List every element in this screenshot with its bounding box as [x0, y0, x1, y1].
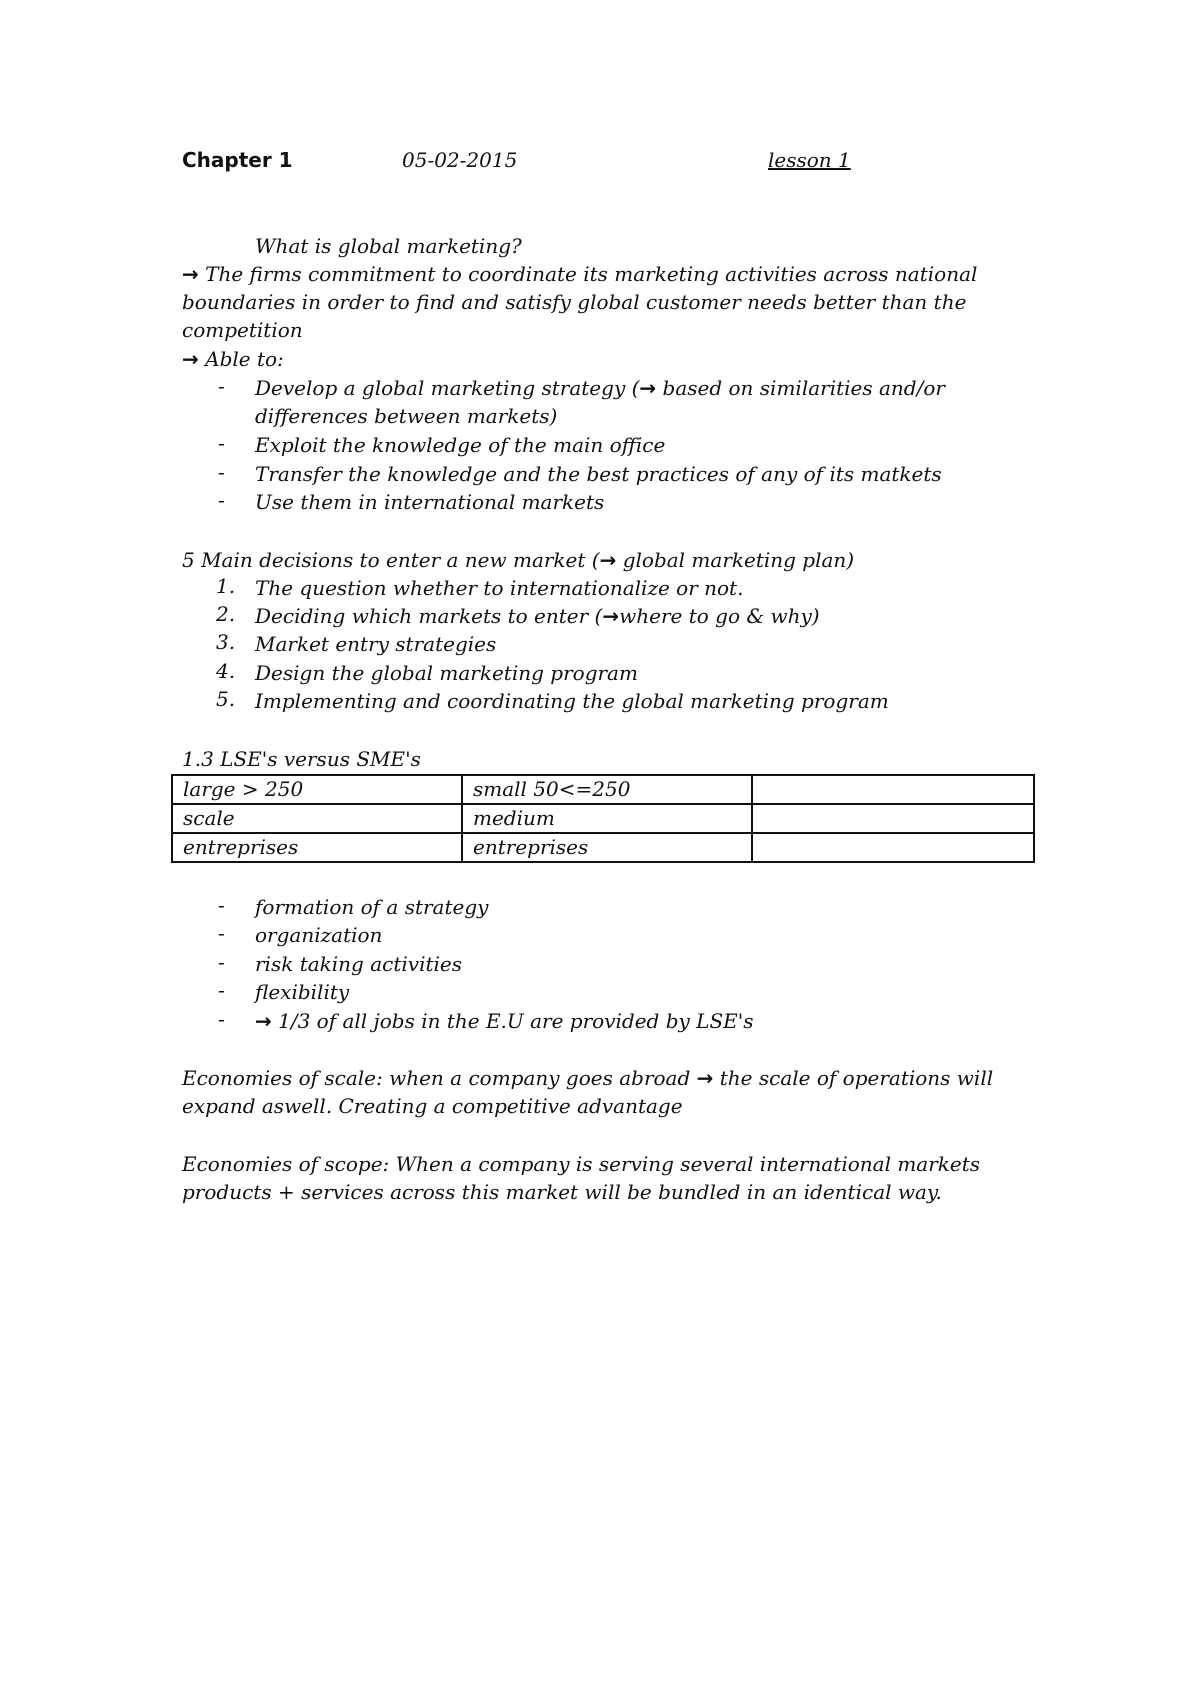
- list-item: [0, 602, 1200, 630]
- lesson-date: 05-02-2015: [402, 148, 518, 172]
- dash-bullet: -: [218, 921, 225, 945]
- dash-bullet: -: [218, 978, 225, 1002]
- bullet-text: organization: [255, 923, 383, 947]
- definition-line-3: competition: [182, 318, 303, 342]
- table-cell: scale: [172, 804, 462, 833]
- definition-line-1: [182, 260, 977, 288]
- economies-scale-text: Economies of scale: when a company goes abroad: [182, 1066, 691, 1090]
- table-cell: medium: [462, 804, 752, 833]
- lesson-label: lesson 1: [768, 148, 851, 172]
- bullet-text: based on similarities and/or: [662, 376, 945, 400]
- table-row: [172, 833, 1034, 862]
- list-item-continuation: [0, 402, 1200, 430]
- table-cell: entreprises: [172, 833, 462, 862]
- list-item: [0, 574, 1200, 602]
- table-cell: large > 250: [172, 775, 462, 804]
- list-item: [0, 488, 1200, 516]
- arrow-icon: →: [182, 262, 199, 286]
- item-text: Market entry strategies: [255, 632, 497, 656]
- item-text: The question whether to internationalize or not.: [255, 576, 744, 600]
- arrow-icon: →: [602, 604, 620, 628]
- lse-sme-table: [171, 774, 1035, 863]
- decisions-title-text: global marketing plan): [622, 548, 855, 572]
- item-text: Deciding which markets to enter (: [255, 604, 603, 628]
- list-item: [0, 687, 1200, 715]
- economies-scale-line-1: [182, 1064, 993, 1092]
- definition-text-1: The firms commitment to coordinate its marketing activities across national: [205, 262, 978, 286]
- table-cell: [752, 804, 1034, 833]
- bullet-text: Use them in international markets: [255, 490, 605, 514]
- arrow-icon: →: [639, 376, 657, 400]
- dash-bullet: -: [218, 460, 225, 484]
- arrow-icon: →: [255, 1009, 272, 1033]
- table-row: [172, 775, 1034, 804]
- table-cell: entreprises: [462, 833, 752, 862]
- list-item: [0, 978, 1200, 1006]
- table-row: [172, 804, 1034, 833]
- list-item: [0, 374, 1200, 402]
- economies-scope-line-1: Economies of scope: When a company is serving several international markets: [182, 1152, 981, 1176]
- table-cell: small 50<=250: [462, 775, 752, 804]
- definition-line-2: boundaries in order to find and satisfy global customer needs better than the: [182, 290, 967, 314]
- table-cell: [752, 833, 1034, 862]
- arrow-icon: →: [599, 548, 617, 572]
- dash-bullet: -: [218, 1007, 225, 1031]
- chapter-title: Chapter 1: [182, 148, 293, 172]
- dash-bullet: -: [218, 431, 225, 455]
- economies-scale-line-2: expand aswell. Creating a competitive advantage: [182, 1094, 683, 1118]
- list-item: [0, 659, 1200, 687]
- intro-question: What is global marketing?: [255, 234, 522, 258]
- economies-scope-line-2: products + services across this market will be bundled in an identical way.: [182, 1180, 942, 1204]
- able-to-text: Able to:: [205, 347, 284, 371]
- dash-bullet: -: [218, 893, 225, 917]
- lse-section-title: 1.3 LSE's versus SME's: [182, 747, 421, 771]
- item-number: 5.: [216, 687, 236, 711]
- dash-bullet: -: [218, 950, 225, 974]
- bullet-text: risk taking activities: [255, 952, 463, 976]
- item-number: 2.: [216, 602, 236, 626]
- item-text: Implementing and coordinating the global marketing program: [255, 689, 889, 713]
- list-item: [0, 630, 1200, 658]
- arrow-icon: →: [182, 347, 199, 371]
- bullet-text: flexibility: [255, 980, 350, 1004]
- dash-bullet: -: [218, 374, 225, 398]
- item-number: 4.: [216, 659, 236, 683]
- table-cell: [752, 775, 1034, 804]
- bullet-text: Develop a global marketing strategy (: [255, 376, 640, 400]
- list-item: [0, 431, 1200, 459]
- list-item: [0, 950, 1200, 978]
- item-text: where to go & why): [619, 604, 820, 628]
- able-to-line: [182, 345, 284, 373]
- economies-scale-text: the scale of operations will: [719, 1066, 994, 1090]
- arrow-icon: →: [696, 1066, 714, 1090]
- decisions-title-text: 5 Main decisions to enter a new market (: [182, 548, 600, 572]
- bullet-text: 1/3 of all jobs in the E.U are provided by LSE's: [278, 1009, 754, 1033]
- bullet-text: Transfer the knowledge and the best practices of any of its matkets: [255, 462, 942, 486]
- list-item: [0, 1007, 1200, 1035]
- bullet-text: Exploit the knowledge of the main office: [255, 433, 666, 457]
- bullet-text: formation of a strategy: [255, 895, 489, 919]
- bullet-text: differences between markets): [255, 404, 558, 428]
- item-text: Design the global marketing program: [255, 661, 638, 685]
- decisions-title: [182, 546, 854, 574]
- list-item: [0, 921, 1200, 949]
- list-item: [0, 893, 1200, 921]
- item-number: 3.: [216, 630, 236, 654]
- list-item: [0, 460, 1200, 488]
- item-number: 1.: [216, 574, 236, 598]
- dash-bullet: -: [218, 488, 225, 512]
